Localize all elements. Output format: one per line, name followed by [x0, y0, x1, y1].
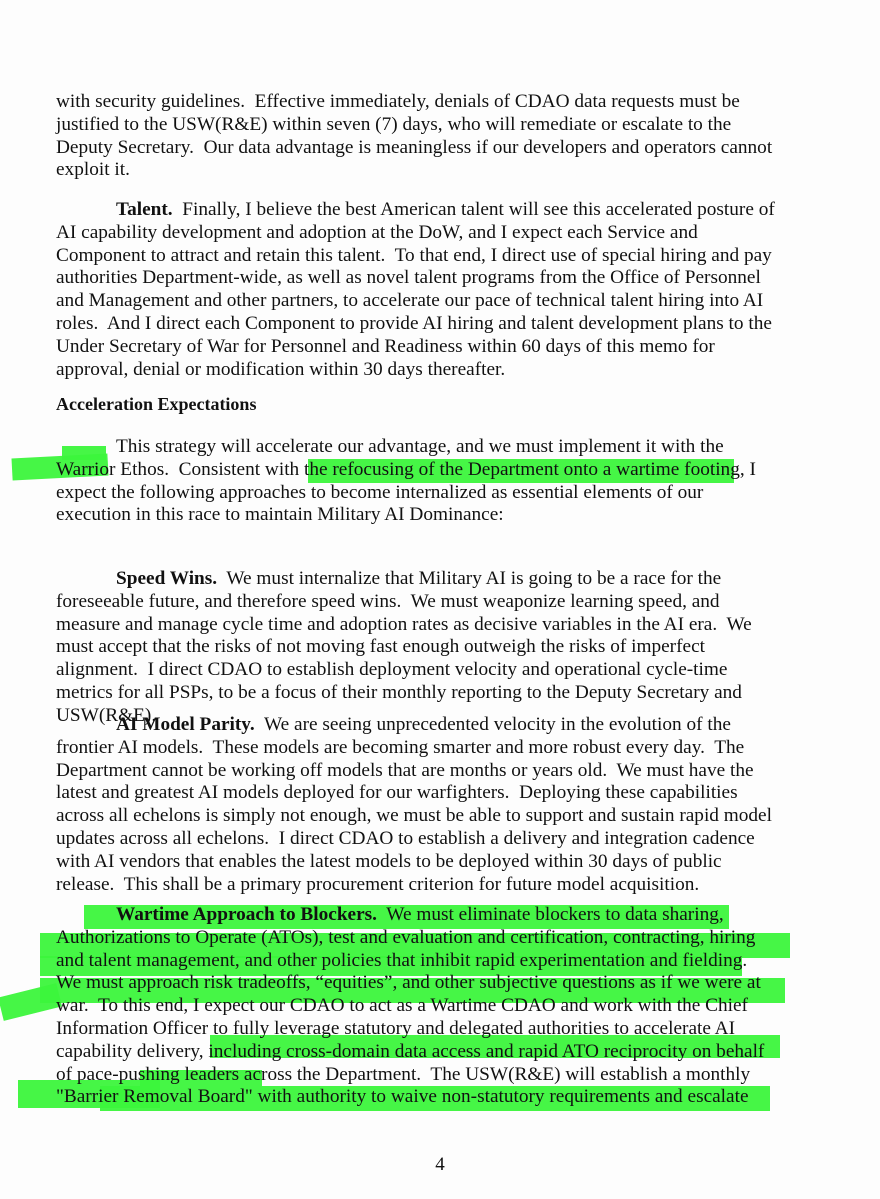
text-line: [56, 459, 756, 481]
line-text: execution in this race to maintain Military AI Dominance:: [56, 504, 504, 526]
text-line: [56, 222, 698, 244]
text-line: [56, 591, 720, 613]
line-text: We are seeing unprecedented velocity in the evolution of the: [254, 714, 731, 735]
text-line: [56, 290, 763, 312]
text-line: [56, 1086, 749, 1108]
text-line: [116, 436, 724, 458]
section-heading: Acceleration Expectations: [56, 394, 257, 414]
text-line: [56, 950, 747, 972]
text-line: [56, 805, 772, 827]
text-line: [56, 245, 772, 267]
page-number: 4: [435, 1154, 445, 1175]
line-text: Finally, I believe the best American talent will see this accelerated posture of: [172, 199, 775, 220]
line-text: We must eliminate blockers to data sharing,: [377, 904, 724, 925]
text-line: [56, 504, 504, 526]
text-line: [56, 659, 727, 681]
line-text: war. To this end, I expect our CDAO to act as a Wartime CDAO and work with the Chief: [56, 995, 748, 1017]
line-text: We must approach risk tradeoffs, “equities”, and other subjective questions as if we were at: [56, 972, 761, 994]
paragraph-lead: Talent.: [116, 199, 173, 220]
line-text: expect the following approaches to become internalized as essential elements of our: [56, 481, 704, 503]
text-line: [56, 614, 752, 636]
line-text: Authorizations to Operate (ATOs), test and evaluation and certification, contracting, hiring: [56, 926, 756, 948]
line-text: latest and greatest AI models deployed for our warfighters. Deploying these capabilities: [56, 782, 738, 804]
line-text: frontier AI models. These models are becoming smarter and more robust every day. The: [56, 736, 745, 758]
line-text: measure and manage cycle time and adoption rates as decisive variables in the AI era. We: [56, 613, 752, 635]
text-line: [56, 851, 722, 873]
line-text: We must internalize that Military AI is going to be a race for the: [217, 568, 722, 589]
line-text: foreseeable future, and therefore speed wins. We must weaponize learning speed, and: [56, 590, 720, 612]
text-line: [116, 199, 775, 221]
line-text: capability delivery, including cross-domain data access and rapid ATO reciprocity on behalf: [56, 1040, 765, 1062]
line-text: with security guidelines. Effective immediately, denials of CDAO data requests must be: [56, 91, 740, 112]
text-line: [56, 995, 748, 1017]
line-text: and talent management, and other policies that inhibit rapid experimentation and fielding.: [56, 949, 748, 971]
text-line: [56, 1064, 750, 1086]
text-line: [56, 1041, 764, 1063]
text-line: [56, 359, 505, 381]
line-text: AI capability development and adoption at the DoW, and I expect each Service and: [56, 221, 698, 243]
text-line: [56, 782, 738, 804]
paragraph-lead: Wartime Approach to Blockers.: [116, 904, 377, 925]
text-line: [56, 91, 740, 113]
line-text: metrics for all PSPs, to be a focus of their monthly reporting to the Deputy Secretary and: [56, 682, 742, 703]
line-text: Warrior Ethos. Consistent with the refocusing of the Department onto a wartime footing, I: [56, 458, 756, 480]
text-line: [56, 972, 761, 994]
line-text: Component to attract and retain this talent. To that end, I direct use of special hiring and pay: [56, 244, 772, 266]
line-text: Under Secretary of War for Personnel and Readiness within 60 days of this memo for: [56, 335, 715, 357]
paragraph-lead: Speed Wins.: [116, 568, 218, 589]
text-line: [116, 714, 731, 736]
text-line: [56, 874, 699, 896]
line-text: approval, denial or modification within 30 days thereafter.: [56, 358, 506, 380]
line-text: USW(R&E).: [56, 704, 157, 726]
text-line: [116, 904, 724, 926]
line-text: authorities Department-wide, as well as novel talent programs from the Office of Personnel: [56, 267, 761, 289]
line-text: "Barrier Removal Board" with authority to waive non-statutory requirements and escalate: [56, 1086, 749, 1108]
line-text: alignment. I direct CDAO to establish deployment velocity and operational cycle-time: [56, 659, 728, 681]
text-line: [56, 682, 742, 704]
line-text: across all echelons is simply not enough, we must be able to support and sustain rapid model: [56, 805, 772, 827]
line-text: Information Officer to fully leverage statutory and delegated authorities to accelerate AI: [56, 1018, 736, 1039]
text-line: [56, 760, 754, 782]
text-line: [116, 568, 721, 590]
highlighter-mark: [0, 983, 62, 1021]
line-text: and Management and other partners, to accelerate our pace of technical talent hiring into AI: [56, 290, 764, 312]
text-line: [56, 114, 731, 136]
text-line: [56, 737, 744, 759]
line-text: Deputy Secretary. Our data advantage is meaningless if our developers and operators cannot: [56, 136, 773, 158]
line-text: exploit it.: [56, 159, 130, 181]
line-text: justified to the USW(R&E) within seven (7) days, who will remediate or escalate to the: [56, 113, 732, 135]
text-line: [56, 313, 772, 335]
text-line: [56, 1018, 735, 1040]
line-text: Department cannot be working off models that are months or years old. We must have the: [56, 759, 754, 781]
line-text: roles. And I direct each Component to provide AI hiring and talent development plans to the: [56, 313, 772, 334]
line-text: of pace-pushing leaders across the Department. The USW(R&E) will establish a monthly: [56, 1063, 751, 1085]
paragraph-lead: AI Model Parity.: [116, 714, 255, 735]
text-line: [56, 482, 703, 504]
line-text: must accept that the risks of not moving fast enough outweigh the risks of imperfect: [56, 636, 705, 658]
text-line: [56, 137, 772, 159]
text-line: [56, 336, 715, 358]
line-text: updates across all echelons. I direct CDAO to establish a delivery and integration cadence: [56, 828, 755, 849]
text-line: [56, 927, 755, 949]
line-text: This strategy will accelerate our advantage, and we must implement it with the: [116, 436, 724, 457]
line-text: release. This shall be a primary procurement criterion for future model acquisition.: [56, 873, 700, 895]
text-line: [56, 828, 755, 850]
line-text: with AI vendors that enables the latest models to be deployed within 30 days of public: [56, 850, 722, 872]
text-line: [56, 159, 130, 181]
text-line: [56, 267, 761, 289]
text-line: [56, 636, 705, 658]
